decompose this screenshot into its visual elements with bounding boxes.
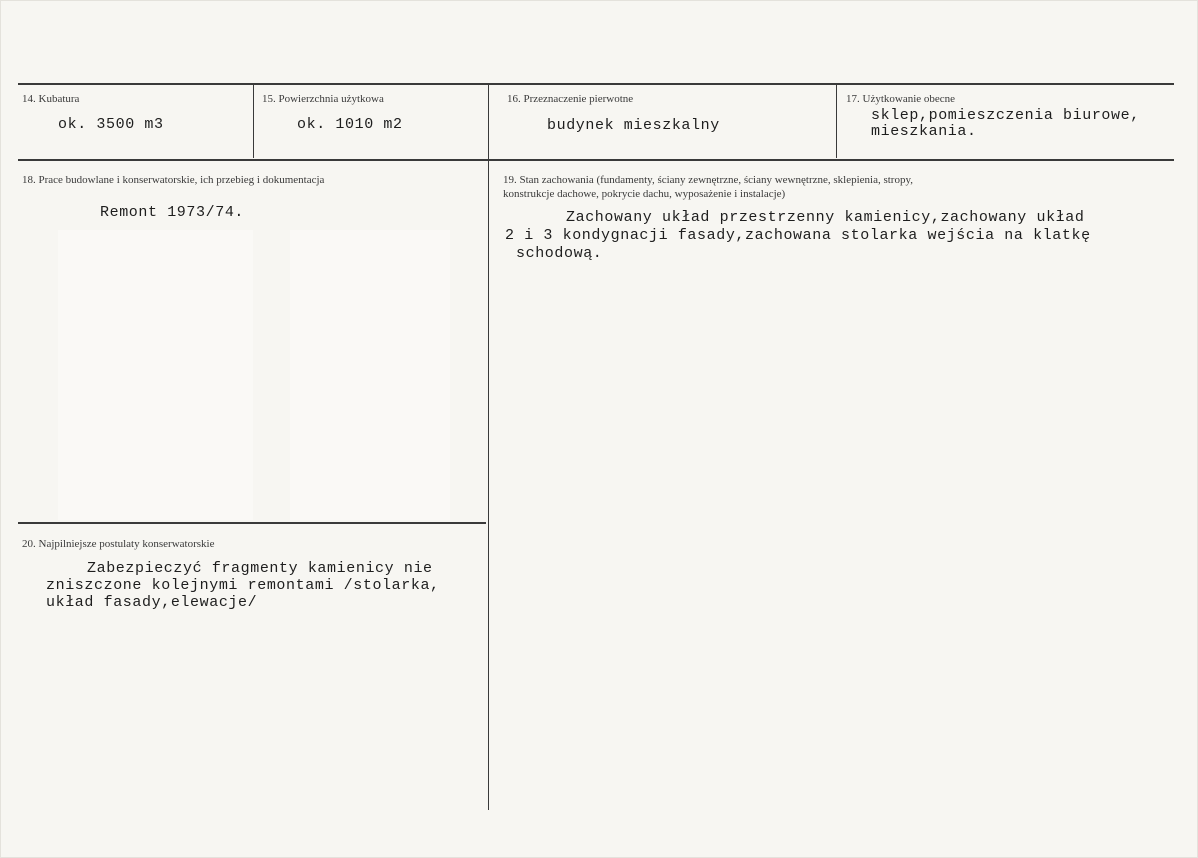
divider-14-15	[253, 85, 254, 158]
field-19-label-line-2: konstrukcje dachowe, pokrycie dachu, wyposażenie i instalacje)	[503, 188, 786, 200]
field-20-line-2: zniszczone kolejnymi remontami /stolarka,	[46, 577, 440, 594]
divider-15-16	[488, 85, 489, 810]
field-14-label: 14. Kubatura	[22, 93, 80, 105]
field-19-line-2: 2 i 3 kondygnacji fasady,zachowana stolarka wejścia na klatkę	[505, 227, 1091, 244]
field-19-line-3: schodową.	[516, 245, 603, 262]
field-16-value: budynek mieszkalny	[547, 117, 720, 134]
field-20-line-1: Zabezpieczyć fragmenty kamienicy nie	[87, 560, 433, 577]
paper-ghost-right	[290, 230, 450, 520]
field-20-label: 20. Najpilniejsze postulaty konserwatorskie	[22, 538, 215, 550]
field-15-value: ok. 1010 m2	[297, 116, 403, 133]
field-16-label: 16. Przeznaczenie pierwotne	[507, 93, 634, 105]
divider-16-17	[836, 85, 837, 158]
field-19-line-1: Zachowany układ przestrzenny kamienicy,zachowany układ	[566, 209, 1085, 226]
field-14-value: ok. 3500 m3	[58, 116, 164, 133]
field-17-label: 17. Użytkowanie obecne	[846, 93, 956, 105]
paper-ghost-left	[58, 230, 253, 520]
section-20-rule	[18, 522, 486, 524]
field-19-label-line-1: 19. Stan zachowania (fundamenty, ściany zewnętrzne, ściany wewnętrzne, sklepienia, stropy,	[503, 174, 914, 186]
field-17-line-2: mieszkania.	[871, 123, 977, 140]
field-15-label: 15. Powierzchnia użytkowa	[262, 93, 384, 105]
field-18-value: Remont 1973/74.	[100, 204, 245, 221]
field-18-label: 18. Prace budowlane i konserwatorskie, ich przebieg i dokumentacja	[22, 174, 325, 186]
field-17-line-1: sklep,pomieszczenia biurowe,	[871, 107, 1140, 124]
field-20-line-3: układ fasady,elewacje/	[46, 594, 258, 611]
middle-rule	[18, 159, 1174, 161]
top-rule	[18, 83, 1174, 85]
